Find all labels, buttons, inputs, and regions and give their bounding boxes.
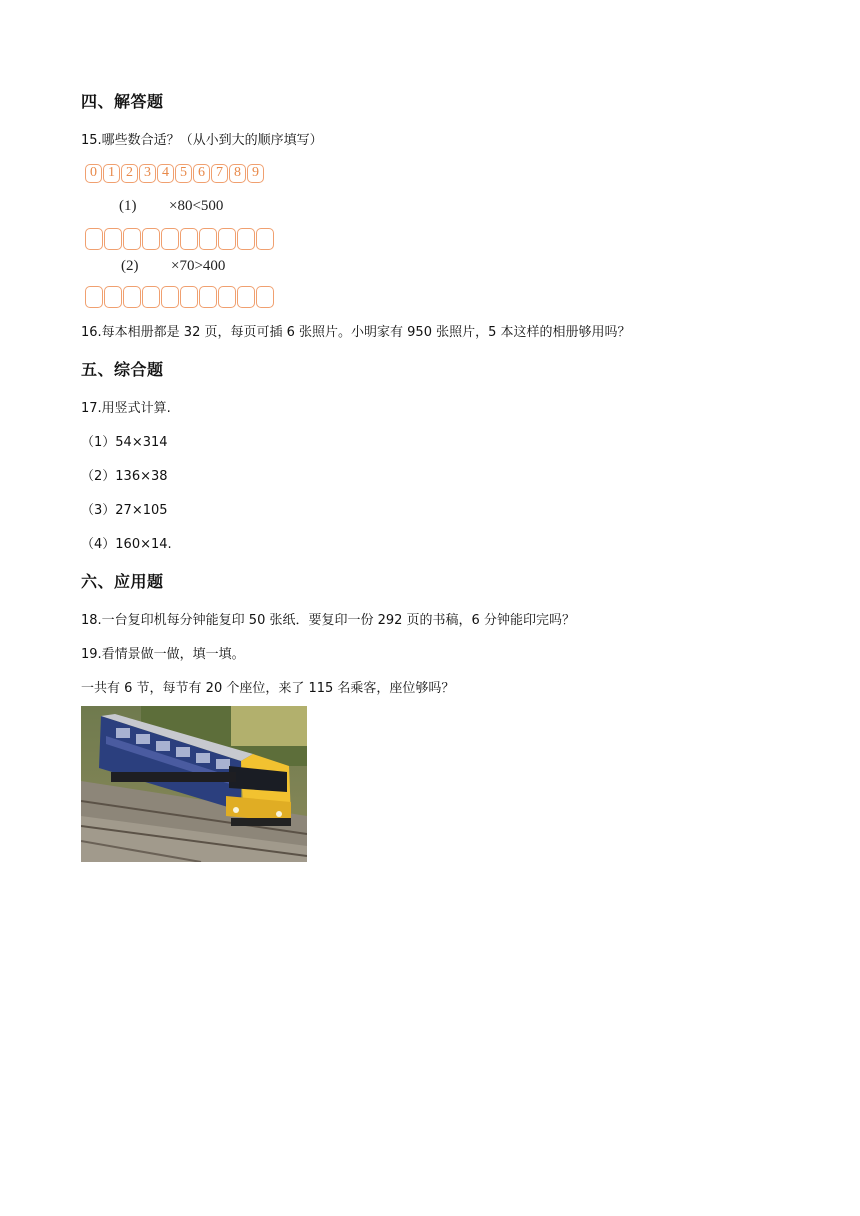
question-18-text: 18.一台复印机每分钟能复印 50 张纸．要复印一份 292 页的书稿，6 分钟能印完吗？: [81, 613, 575, 628]
digit-card: 4: [157, 164, 174, 183]
question-17-item-1: （1）54×314: [81, 435, 168, 450]
question-15-figure: [81, 160, 281, 312]
answer-box[interactable]: [199, 228, 217, 250]
question-15-text: 15.哪些数合适？（从小到大的顺序填写）: [81, 133, 323, 148]
answer-box[interactable]: [180, 286, 198, 308]
answer-box[interactable]: [199, 286, 217, 308]
answer-box[interactable]: [123, 286, 141, 308]
equation-2-number: (2): [121, 258, 139, 274]
answer-box[interactable]: [180, 228, 198, 250]
question-16-text: 16.每本相册都是 32 页，每页可插 6 张照片。小明家有 950 张照片，5 本这样的相册够用吗？: [81, 325, 631, 340]
answer-box[interactable]: [104, 228, 122, 250]
equation-1-expr: ×80<500: [169, 198, 224, 214]
answer-boxes-2: [85, 286, 274, 308]
section-title-5: 五、综合题: [81, 360, 164, 379]
answer-box[interactable]: [161, 228, 179, 250]
question-19-text: 19.看情景做一做，填一填。: [81, 647, 245, 662]
digit-cards: [85, 164, 264, 183]
digit-card: 3: [139, 164, 156, 183]
digit-card: 7: [211, 164, 228, 183]
answer-box[interactable]: [161, 286, 179, 308]
answer-box[interactable]: [123, 228, 141, 250]
answer-box[interactable]: [237, 228, 255, 250]
answer-box[interactable]: [85, 228, 103, 250]
question-17-item-4: （4）160×14.: [81, 537, 172, 552]
digit-card: 1: [103, 164, 120, 183]
equation-1-number: (1): [119, 198, 137, 214]
question-19-scenario: 一共有 6 节，每节有 20 个座位，来了 115 名乘客，座位够吗？: [81, 681, 455, 696]
digit-card: 0: [85, 164, 102, 183]
answer-box[interactable]: [237, 286, 255, 308]
answer-box[interactable]: [256, 228, 274, 250]
digit-card: 5: [175, 164, 192, 183]
answer-box[interactable]: [142, 286, 160, 308]
answer-box[interactable]: [142, 228, 160, 250]
question-17-text: 17.用竖式计算.: [81, 401, 171, 416]
digit-card: 6: [193, 164, 210, 183]
digit-card: 8: [229, 164, 246, 183]
train-illustration: [81, 706, 307, 862]
question-17-item-3: （3）27×105: [81, 503, 168, 518]
equation-2: [121, 258, 225, 275]
digit-card: 9: [247, 164, 264, 183]
equation-1: [119, 198, 223, 215]
equation-2-expr: ×70>400: [171, 258, 226, 274]
section-title-6: 六、应用题: [81, 572, 164, 591]
answer-box[interactable]: [218, 286, 236, 308]
answer-box[interactable]: [218, 228, 236, 250]
digit-card: 2: [121, 164, 138, 183]
section-title-4: 四、解答题: [81, 92, 164, 111]
answer-box[interactable]: [104, 286, 122, 308]
answer-box[interactable]: [85, 286, 103, 308]
train-photo: [81, 706, 307, 862]
question-17-item-2: （2）136×38: [81, 469, 168, 484]
answer-box[interactable]: [256, 286, 274, 308]
answer-boxes-1: [85, 228, 274, 250]
